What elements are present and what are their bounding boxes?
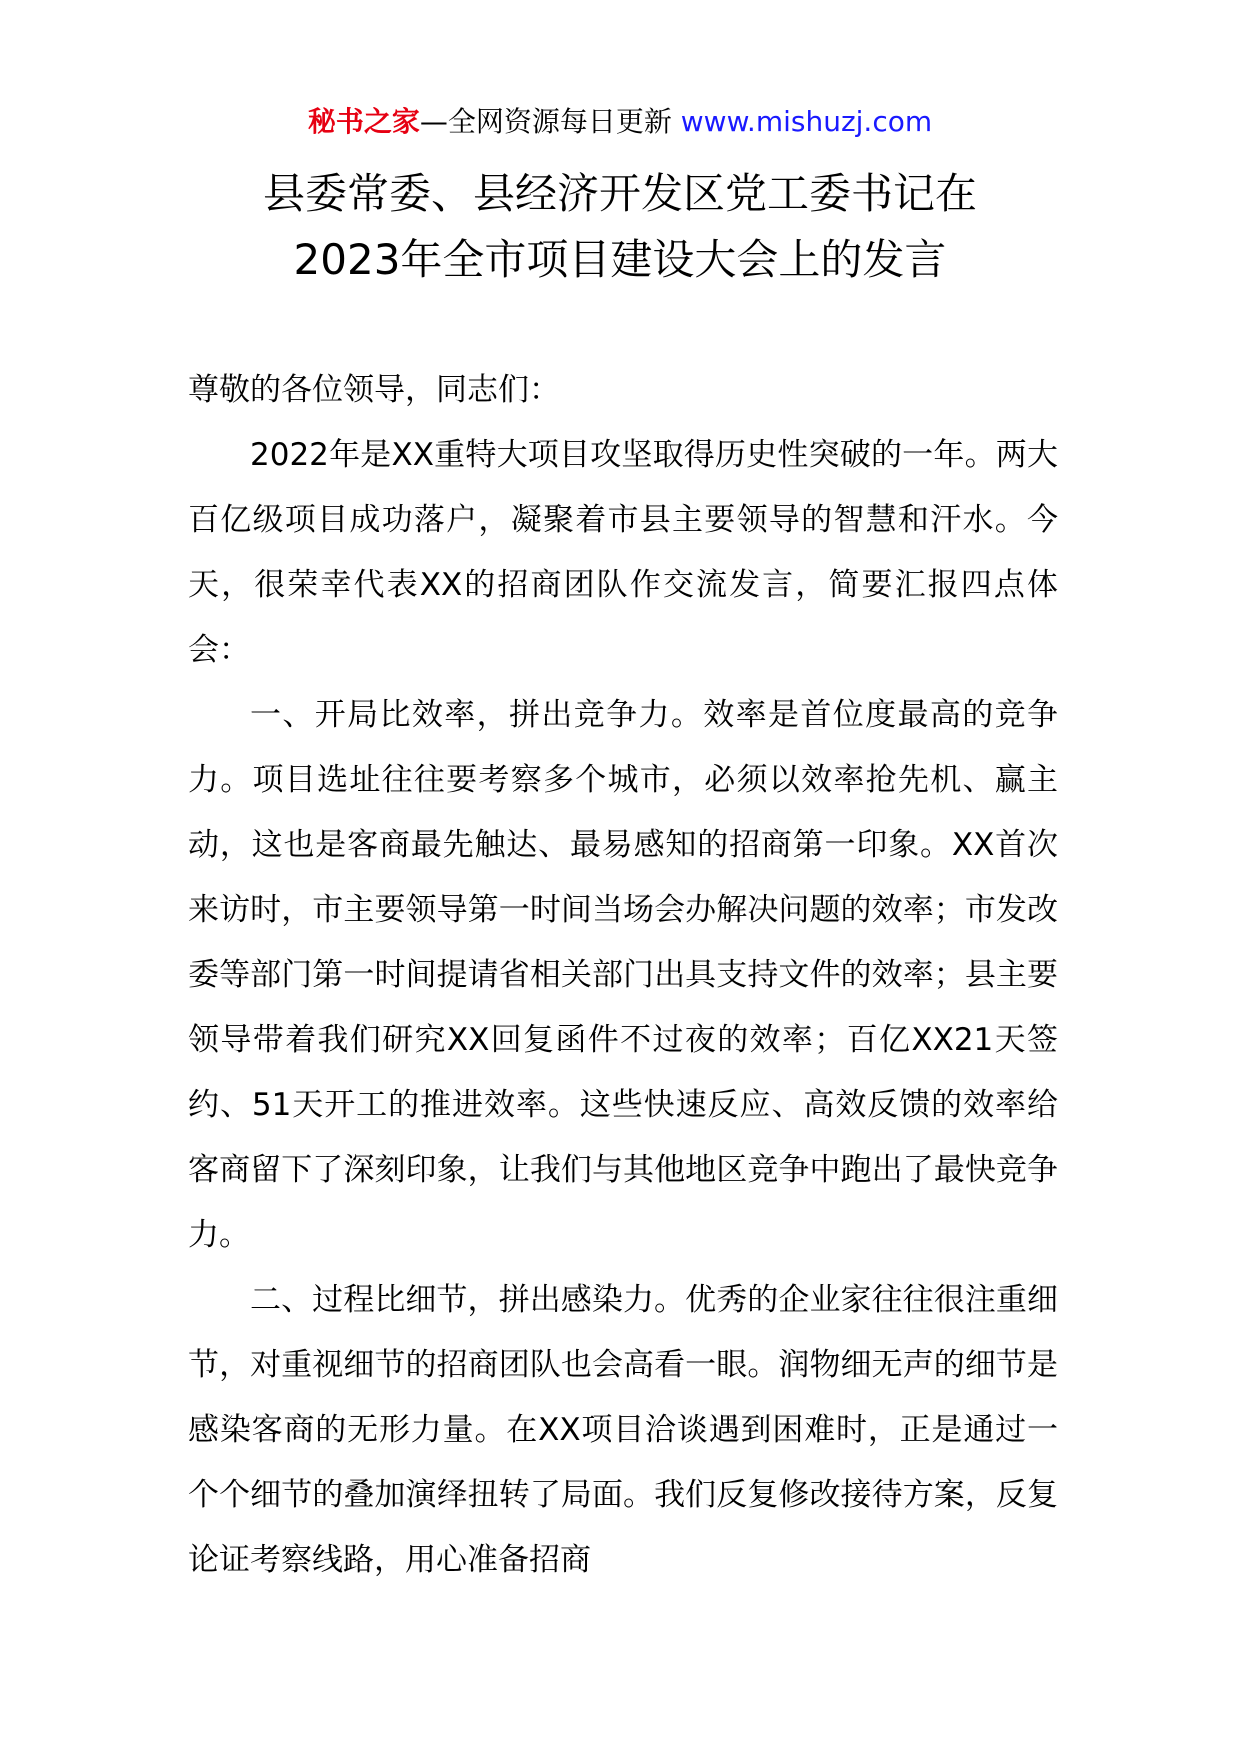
paragraph-point-1: 一、开局比效率，拼出竞争力。效率是首位度最高的竞争力。项目选址往往要考察多个城市，必须以效率抢先机、赢主动，这也是客商最先触达、最易感知的招商第一印象。XX首次来访时，市主要领导第一时间当场会办解决问题的效率；市发改委等部门第一时间提请省相关部门出具支持文件的效率；县主要领导带着我们研究XX回复函件不过夜的效率；百亿XX21天签约、51天开工的推进效率。这些快速反应、高效反馈的效率给客商留下了深刻印象，让我们与其他地区竞争中跑出了最快竞争力。: [188, 697, 1058, 1253]
site-url-link[interactable]: www.mishuzj.com: [680, 105, 933, 138]
document-title-line-1: 县委常委、县经济开发区党工委书记在: [262, 169, 977, 218]
document-body: [188, 358, 1058, 1593]
paragraph-point-2: 二、过程比细节，拼出感染力。优秀的企业家往往很注重细节，对重视细节的招商团队也会高看一眼。润物细无声的细节是感染客商的无形力量。在XX项目洽谈遇到困难时，正是通过一个个细节的叠加演绎扭转了局面。我们反复修改接待方案，反复论证考察线路，用心准备招商: [188, 1282, 1058, 1578]
site-tagline: —全网资源每日更新: [419, 105, 681, 138]
paragraph-intro: 2022年是XX重特大项目攻坚取得历史性突破的一年。两大百亿级项目成功落户，凝聚着市县主要领导的智慧和汗水。今天，很荣幸代表XX的招商团队作交流发言，简要汇报四点体会：: [188, 437, 1058, 668]
salutation: 尊敬的各位领导，同志们：: [188, 372, 560, 408]
document-title-line-2: 2023年全市项目建设大会上的发言: [293, 235, 947, 284]
site-brand: 秘书之家: [307, 105, 420, 138]
site-header: [0, 102, 1240, 142]
